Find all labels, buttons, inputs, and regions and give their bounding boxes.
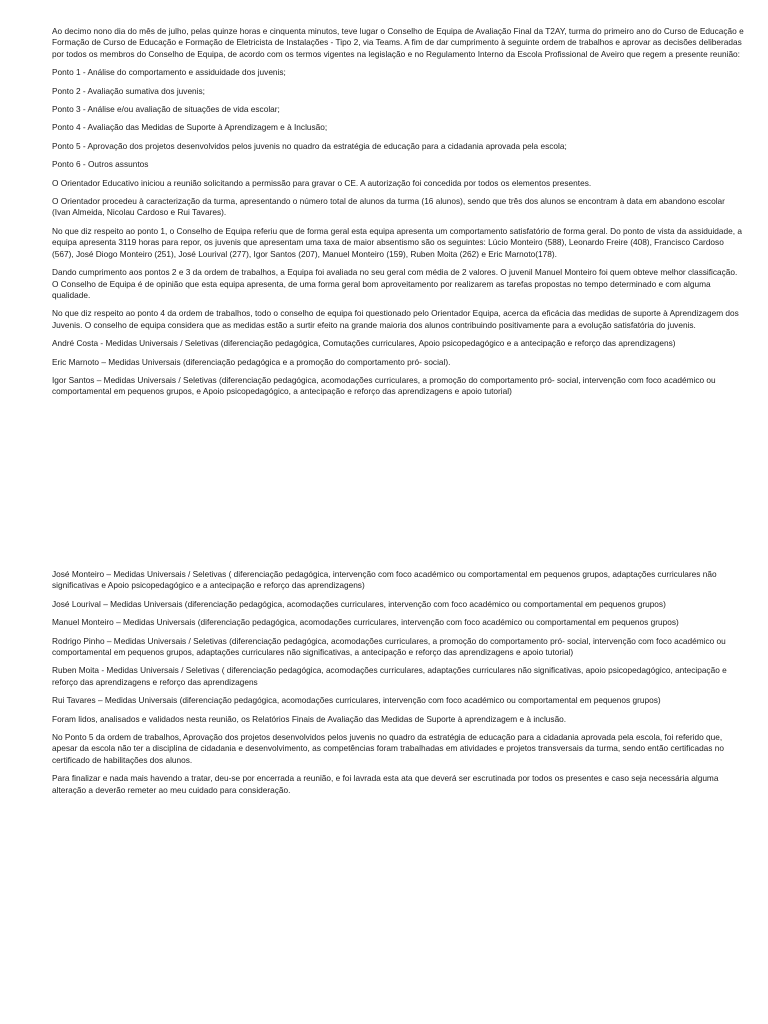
paragraph: Ponto 2 - Avaliação sumativa dos juvenis; bbox=[52, 85, 205, 96]
paragraph: Dando cumprimento aos pontos 2 e 3 da ordem de trabalhos, a Equipa foi avaliada no seu geral com média de 2 valores. O juvenil Manuel Monteiro foi quem obteve melhor classificação. O Conselho de Equipa é de opinião que esta equipa apresenta, de uma forma geral bom aproveitamento por realizarem as tarefas propostas no tempo determinado e com alguma qualidade. bbox=[52, 267, 738, 300]
paragraph: Ponto 3 - Análise e/ou avaliação de situações de vida escolar; bbox=[52, 104, 280, 115]
paragraph: Eric Marnoto – Medidas Universais (diferenciação pedagógica e a promoção do comportamento pró- social). bbox=[52, 356, 451, 367]
paragraph: Ponto 6 - Outros assuntos bbox=[52, 159, 149, 170]
paragraph: O Orientador Educativo iniciou a reunião solicitando a permissão para gravar o CE. A autorização foi concedida por todos os elementos presentes. bbox=[52, 177, 592, 188]
paragraph: O Orientador procedeu à caracterização da turma, apresentando o número total de alunos da turma (16 alunos), sendo que três dos alunos se encontram à data em abandono escolar (Ivan Almeida, Nicolau Cardoso e Rui Tavares). bbox=[52, 196, 725, 218]
paragraph: Rodrigo Pinho – Medidas Universais / Seletivas (diferenciação pedagógica, acomodações curriculares, a promoção do comportamento pró- social, intervenção com foco académico ou comportamental em pequenos grupos, adaptações curriculares não significativas, a antecipação e reforço das aprendizagens e apoio tutorial) bbox=[52, 635, 726, 658]
paragraph: André Costa - Medidas Universais / Seletivas (diferenciação pedagógica, Comutações curriculares, Apoio psicopedagógico e a antecipação e reforço das aprendizagens) bbox=[52, 338, 676, 349]
paragraph: Ao decimo nono dia do mês de julho, pelas quinze horas e cinquenta minutos, teve lugar o Conselho de Equipa de Avaliação Final da T2AY, turma do primeiro ano do Curso de Educação e Formação de Curso de Educação e Formação de Eletricista de Instalações - Tipo 2, via Teams. A fim de dar cumprimento à seguinte ordem de trabalhos e aprovar as decisões deliberadas por todos os membros do Conselho de Equipa, de acordo com os termos vigentes na legislação e no Regulamento Interno da Escola Profissional de Aveiro que regem a presente reunião: bbox=[52, 26, 744, 59]
document-section-one bbox=[52, 26, 744, 405]
paragraph: No Ponto 5 da ordem de trabalhos, Aprovação dos projetos desenvolvidos pelos juvenis no quadro da estratégia de educação para a cidadania aprovada pela escola, foi referido que, apesar da escola não ter a disciplina de cidadania e desenvolvimento, as competências foram trabalhadas em atividades e projetos transversais da turma, sendo então certificadas no certificado de habilitações dos alunos. bbox=[52, 732, 724, 765]
paragraph: Para finalizar e nada mais havendo a tratar, deu-se por encerrada a reunião, e foi lavrada esta ata que deverá ser escrutinada por todos os presentes e caso seja necessária alguma alteração a deverão remeter ao meu cuidado para consideração. bbox=[52, 773, 719, 795]
paragraph: Ponto 4 - Avaliação das Medidas de Suporte à Aprendizagem e à Inclusão; bbox=[52, 122, 328, 133]
document-section-two bbox=[52, 569, 744, 803]
paragraph: No que diz respeito ao ponto 4 da ordem de trabalhos, todo o conselho de equipa foi questionado pelo Orientador Equipa, acerca da eficácia das medidas de suporte à Aprendizagem dos Juvenis. O conselho de equipa considera que as medidas estão a surtir efeito na grande maioria dos alunos contribuindo positivamente para a evolução satisfatória do juvenis. bbox=[52, 308, 739, 330]
paragraph: Rui Tavares – Medidas Universais (diferenciação pedagógica, acomodações curriculares, intervenção com foco académico ou comportamental em pequenos grupos) bbox=[52, 695, 661, 706]
paragraph: Igor Santos – Medidas Universais / Seletivas (diferenciação pedagógica, acomodações curriculares, a promoção do comportamento pró- social, intervenção com foco académico ou comportamental em pequenos grupos, e Apoio psicopedagógico, a antecipação e reforço das aprendizagens e apoio tutorial) bbox=[52, 374, 716, 397]
paragraph: José Monteiro – Medidas Universais / Seletivas ( diferenciação pedagógica, intervenção com foco académico ou comportamental em pequenos grupos, adaptações curriculares não significativas e Apoio psicopedagógico e a antecipação e reforço das aprendizagens) bbox=[52, 569, 717, 591]
paragraph: José Lourival – Medidas Universais (diferenciação pedagógica, acomodações curriculares, intervenção com foco académico ou comportamental em pequenos grupos) bbox=[52, 598, 666, 609]
paragraph: Foram lidos, analisados e validados nesta reunião, os Relatórios Finais de Avaliação das Medidas de Suporte à aprendizagem e à inclusão. bbox=[52, 713, 567, 724]
paragraph: Ruben Moita - Medidas Universais / Seletivas ( diferenciação pedagógica, acomodações curriculares, adaptações curriculares não significativas, apoio psicopedagógico, antecipação e reforço das aprendizagens e reforço das aprendizagens bbox=[52, 665, 727, 687]
paragraph: Manuel Monteiro – Medidas Universais (diferenciação pedagógica, acomodações curriculares, intervenção com foco académico ou comportamental em pequenos grupos) bbox=[52, 617, 679, 628]
paragraph: No que diz respeito ao ponto 1, o Conselho de Equipa referiu que de forma geral esta equipa apresenta um comportamento satisfatório de forma geral. Do ponto de vista da assiduidade, a equipa apresenta 3119 horas para repor, os juvenis que apresentam uma taxa de maior absentismo são os seguintes: Lúcio Monteiro (588), Leonardo Freire (408), Francisco Cardoso (567), José Diogo Monteiro (251), José Lourival (277), Igor Santos (207), Manuel Monteiro (159), Ruben Moita (262) e Eric Marnoto(178). bbox=[52, 225, 742, 259]
paragraph: Ponto 5 - Aprovação dos projetos desenvolvidos pelos juvenis no quadro da estratégia de educação para a cidadania aprovada pela escola; bbox=[52, 140, 567, 151]
paragraph: Ponto 1 - Análise do comportamento e assiduidade dos juvenis; bbox=[52, 67, 286, 78]
